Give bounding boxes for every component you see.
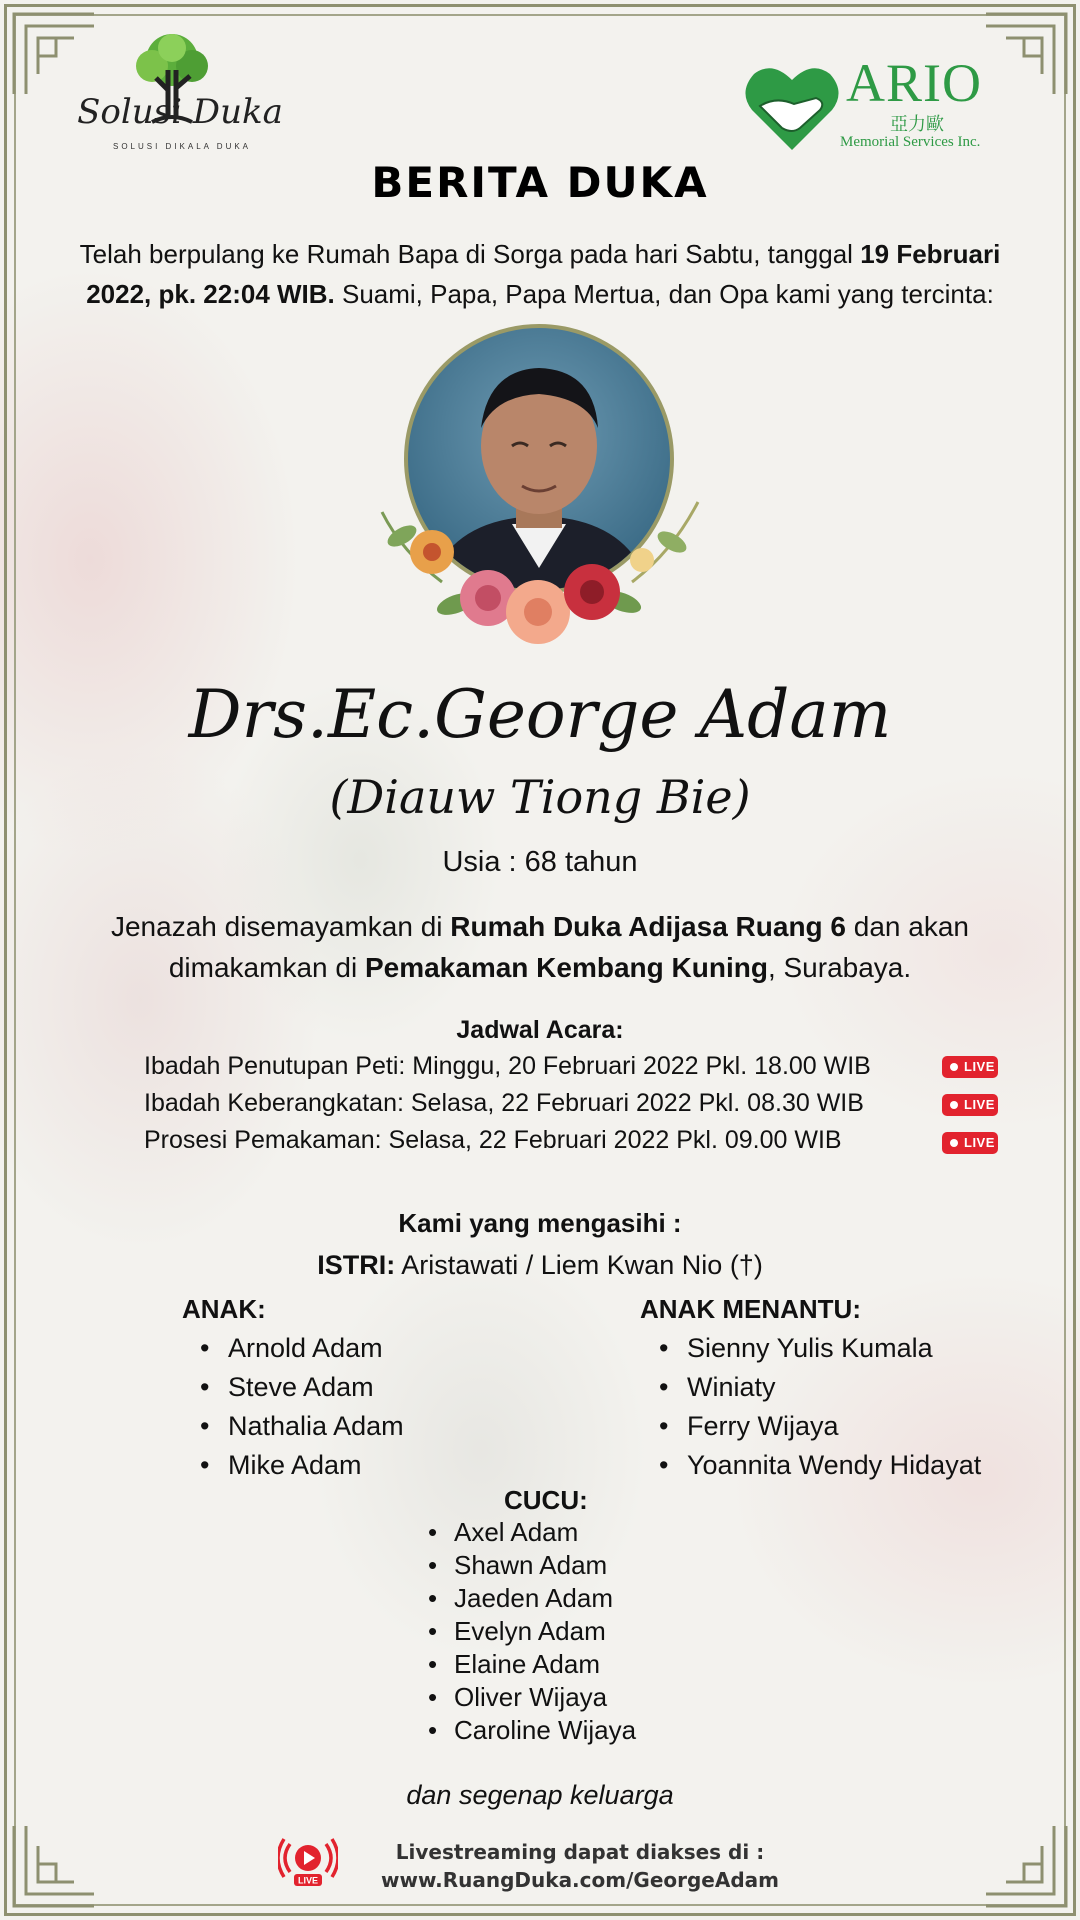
- intro-text-1: Telah berpulang ke Rumah Bapa di Sorga pada hari Sabtu, tanggal: [79, 239, 861, 269]
- ario-logo: [742, 54, 1012, 154]
- list-item: • Steve Adam: [200, 1368, 404, 1407]
- portrait-frame: [372, 322, 708, 662]
- place-text-2: dan akan dimakamkan di: [168, 911, 969, 983]
- children-heading: ANAK:: [182, 1294, 266, 1324]
- grandchildren-list: [426, 1516, 636, 1747]
- page-title: BERITA DUKA: [371, 158, 709, 207]
- livestream-icon: [278, 1836, 338, 1899]
- inlaws-list: [659, 1329, 981, 1485]
- place-text-3: , Surabaya.: [767, 952, 912, 983]
- list-item: • Evelyn Adam: [426, 1615, 636, 1648]
- ario-subtitle: Memorial Services Inc.: [840, 134, 981, 150]
- corner-ornament-bottom-right: [980, 1820, 1076, 1916]
- ario-chinese-name: 亞力歐: [890, 114, 944, 135]
- spouse-name: Aristawati / Liem Kwan Nio (†): [395, 1250, 763, 1280]
- list-item: • Oliver Wijaya: [426, 1681, 636, 1714]
- inlaws-heading: ANAK MENANTU:: [640, 1294, 861, 1324]
- list-item: • Elaine Adam: [426, 1648, 636, 1681]
- livestream-caption: Livestreaming dapat diakses di :: [395, 1840, 765, 1864]
- announcement-intro: [60, 234, 1020, 314]
- spouse-label: ISTRI:: [317, 1250, 396, 1280]
- cemetery: Pemakaman Kembang Kuning: [364, 952, 768, 983]
- live-badge[interactable]: LIVE: [942, 1056, 998, 1078]
- children-list: [200, 1329, 404, 1485]
- spouse-line: [0, 1250, 1080, 1281]
- place-text-1: Jenazah disemayamkan di: [110, 911, 451, 942]
- livestream-icon-label: LIVE: [297, 1875, 319, 1886]
- list-item: • Mike Adam: [200, 1446, 404, 1485]
- list-item: • Nathalia Adam: [200, 1407, 404, 1446]
- list-item: • Shawn Adam: [426, 1549, 636, 1582]
- schedule-event: Ibadah Keberangkatan: Selasa, 22 Februari 2022 Pkl. 08.30 WIB: [144, 1089, 864, 1117]
- solusi-duka-logo: [52, 30, 292, 158]
- funeral-place-info: [60, 906, 1020, 988]
- livestream-info: [340, 1838, 820, 1894]
- family-section-title: Kami yang mengasihi :: [398, 1208, 682, 1238]
- list-item: • Caroline Wijaya: [426, 1714, 636, 1747]
- schedule-event: Ibadah Penutupan Peti: Minggu, 20 Februari 2022 Pkl. 18.00 WIB: [144, 1052, 871, 1080]
- deceased-age: Usia : 68 tahun: [442, 846, 638, 878]
- solusi-duka-wordmark: Solusi Duka: [77, 92, 283, 132]
- solusi-duka-tagline: SOLUSI DIKALA DUKA: [112, 142, 252, 151]
- grandchildren-heading: CUCU:: [504, 1485, 588, 1515]
- list-item: • Axel Adam: [426, 1516, 636, 1549]
- corner-ornament-bottom-left: [4, 1820, 100, 1916]
- list-item: • Sienny Yulis Kumala: [659, 1329, 981, 1368]
- flower-wreath: [372, 472, 708, 662]
- list-item: • Ferry Wijaya: [659, 1407, 981, 1446]
- list-item: • Yoannita Wendy Hidayat: [659, 1446, 981, 1485]
- ario-wordmark: ARIO: [846, 53, 982, 113]
- funeral-home: Rumah Duka Adijasa Ruang 6: [450, 911, 846, 942]
- closing-line: dan segenap keluarga: [406, 1780, 674, 1810]
- list-item: • Arnold Adam: [200, 1329, 404, 1368]
- list-item: • Winiaty: [659, 1368, 981, 1407]
- deceased-alias: (Diauw Tiong Bie): [329, 770, 751, 824]
- schedule-title: Jadwal Acara:: [456, 1016, 624, 1044]
- live-badge[interactable]: LIVE: [942, 1132, 998, 1154]
- list-item: • Jaeden Adam: [426, 1582, 636, 1615]
- live-badge[interactable]: LIVE: [942, 1094, 998, 1116]
- deceased-name: Drs.Ec.George Adam: [188, 676, 892, 753]
- livestream-url[interactable]: www.RuangDuka.com/GeorgeAdam: [380, 1868, 779, 1892]
- intro-text-2: Suami, Papa, Papa Mertua, dan Opa kami yang tercinta:: [334, 279, 994, 309]
- schedule-event: Prosesi Pemakaman: Selasa, 22 Februari 2022 Pkl. 09.00 WIB: [144, 1126, 842, 1154]
- handshake-heart-icon: [742, 58, 842, 154]
- intro-date-time: 19 Februari 2022, pk. 22:04 WIB.: [86, 239, 1001, 309]
